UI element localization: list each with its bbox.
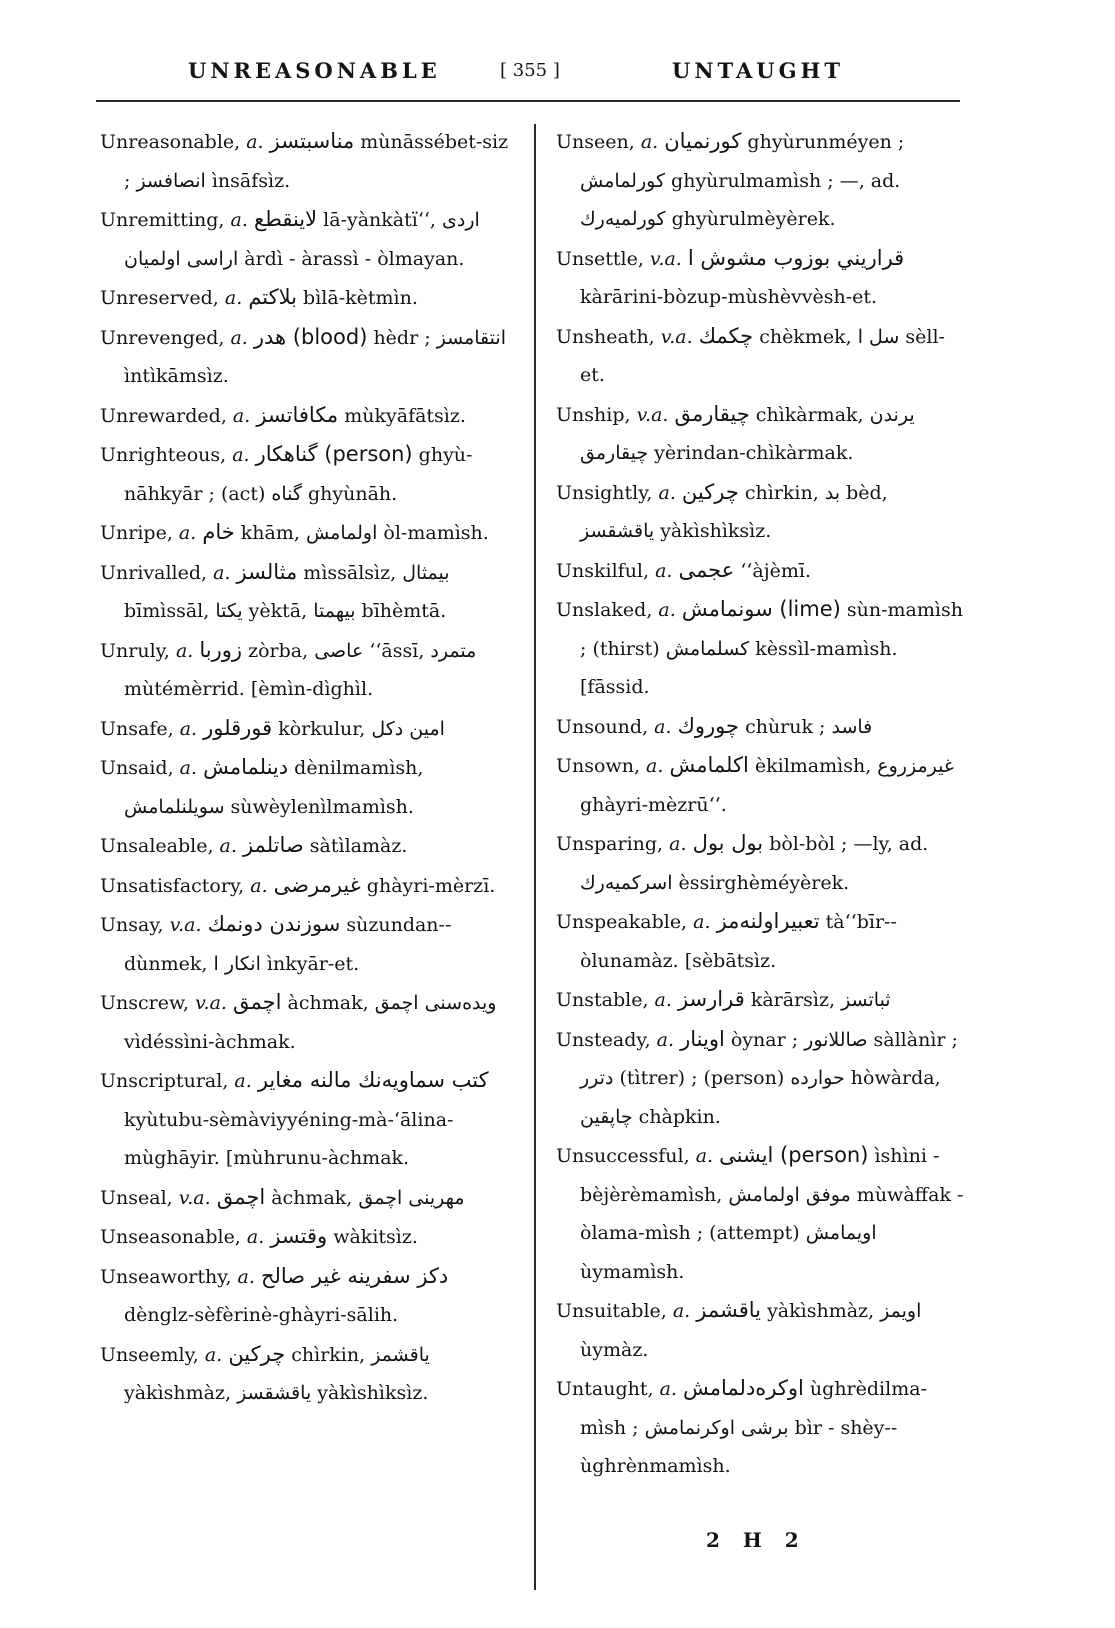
- entry-ottoman-text: مناسبتسز: [269, 129, 355, 153]
- entry-ottoman-text: (person) گناهكار: [255, 442, 413, 466]
- entry-ottoman-text: اچمق: [233, 990, 282, 1014]
- entry-transliteration: yàkìshmàz, اويمز ùymàz.: [580, 1300, 922, 1361]
- entry-headword: Unsay,: [100, 914, 164, 936]
- entry-headword: Unsteady,: [556, 1028, 651, 1051]
- entry-headword: Unrighteous,: [100, 444, 227, 466]
- entry-ottoman-text: قورقلور: [203, 715, 273, 740]
- entry-headword: Unsettle,: [556, 247, 644, 270]
- entry-transliteration: tà‘‘bīr--òlunamàz. [sèbātsìz.: [580, 911, 897, 972]
- entry-grammar-label: a.: [672, 1300, 691, 1322]
- entry-grammar-label: a.: [695, 1145, 714, 1167]
- entry-transliteration: chùruk ; فاسد: [745, 715, 873, 738]
- entry-headword: Unseen,: [556, 131, 635, 153]
- entry-ottoman-text: (blood) هدر: [253, 324, 368, 349]
- entry-headword: Unreserved,: [100, 287, 219, 309]
- dictionary-entry: [100, 905, 516, 983]
- page-header: [96, 54, 960, 94]
- entry-headword: Unsaid,: [100, 757, 174, 779]
- entry-ottoman-text: تعبيراولنەمز: [716, 909, 820, 933]
- printer-signature: 2 H 2: [706, 1528, 807, 1552]
- entry-ottoman-text: مكافاتسز: [256, 402, 339, 427]
- entry-grammar-label: a.: [234, 1070, 252, 1092]
- entry-grammar-label: v.a.: [178, 1186, 211, 1209]
- entry-ottoman-text: چيقارمق: [674, 401, 750, 426]
- dictionary-entry: [100, 1335, 516, 1413]
- entry-ottoman-text: بلاكتم: [248, 285, 297, 309]
- entry-transliteration: òynar ; صاللانور sàllànìr ; دترر (tìtrer) ; (person) حوارده hòwàrda, چاپقين chàpkin.: [580, 1028, 958, 1128]
- entry-grammar-label: a.: [213, 561, 231, 584]
- dictionary-entry: [556, 1136, 964, 1291]
- entry-headword: Unremitting,: [100, 209, 225, 231]
- entry-ottoman-text: بول بول: [692, 831, 764, 855]
- entry-ottoman-text: اوينار: [680, 1026, 725, 1051]
- entry-grammar-label: v.a.: [636, 403, 669, 426]
- entry-grammar-label: a.: [230, 209, 248, 231]
- entry-transliteration: dènilmamìsh, سويلنلمامش sùwèylenìlmamìsh.: [124, 757, 424, 818]
- entry-transliteration: ìshìni - bèjèrèmamìsh, موفق اولمامش mùwàffak - òlama-mìsh ; (attempt) اويمامش ùymamìsh.: [580, 1145, 964, 1283]
- entry-headword: Unsuccessful,: [556, 1145, 690, 1167]
- entry-ottoman-text: لاينقطع: [253, 207, 318, 231]
- entry-headword: Unseemly,: [100, 1343, 199, 1366]
- entry-grammar-label: a.: [224, 287, 243, 309]
- entry-grammar-label: a.: [646, 755, 664, 777]
- entry-headword: Unsatisfactory,: [100, 874, 245, 897]
- entry-headword: Unsuitable,: [556, 1300, 667, 1322]
- dictionary-entry: [556, 590, 964, 707]
- entry-grammar-label: v.a.: [660, 325, 693, 348]
- entry-ottoman-text: دكز سفرينه غير صالح: [260, 1263, 449, 1288]
- entry-grammar-label: a.: [246, 1226, 265, 1248]
- entry-ottoman-text: صاتلمز: [242, 833, 304, 857]
- header-right-guideword: UNTAUGHT: [672, 58, 844, 83]
- entry-headword: Unrevenged,: [100, 326, 225, 349]
- entry-headword: Unsafe,: [100, 717, 174, 740]
- entry-headword: Unseaworthy,: [100, 1265, 232, 1288]
- entry-transliteration: àchmak, مهرينی اچمق: [271, 1186, 465, 1209]
- entry-ottoman-text: اچمق: [216, 1184, 266, 1209]
- entry-transliteration: èkilmamìsh, غيرمزروع ghàyri-mèzrū‘‘.: [580, 755, 954, 816]
- entry-grammar-label: a.: [654, 715, 672, 738]
- dictionary-entry: [100, 122, 516, 200]
- entry-grammar-label: a.: [179, 757, 198, 779]
- entry-headword: Unsheath,: [556, 325, 655, 348]
- dictionary-entry: [556, 239, 964, 317]
- entry-transliteration: kàrārsìz, ثباتسز: [750, 989, 891, 1011]
- entry-headword: Unsparing,: [556, 833, 664, 855]
- entry-headword: Unslaked,: [556, 599, 653, 621]
- entry-transliteration: ùghrèdilma-mìsh ; برشی اوكرنمامش bìr - shèy--ùghrènmamìsh.: [580, 1378, 927, 1477]
- entry-grammar-label: a.: [656, 1028, 675, 1051]
- dictionary-entry: [100, 1061, 516, 1178]
- entry-grammar-label: a.: [659, 1378, 677, 1400]
- entry-headword: Untaught,: [556, 1378, 654, 1400]
- entry-transliteration: wàkitsìz.: [333, 1226, 418, 1248]
- entry-ottoman-text: چركين: [681, 479, 739, 504]
- entry-ottoman-text: كورنميان: [664, 129, 742, 153]
- entry-headword: Unsown,: [556, 755, 640, 777]
- entry-headword: Unripe,: [100, 522, 173, 544]
- entry-transliteration: sùn-mamìsh ; (thirst) كسلمامش kèssìl-mamìsh. [fāssid.: [580, 599, 963, 698]
- entry-grammar-label: a.: [658, 481, 676, 504]
- entry-grammar-label: a.: [250, 874, 268, 897]
- dictionary-entry: [556, 395, 964, 473]
- entry-ottoman-text: اكلمامش: [669, 753, 749, 777]
- entry-ottoman-text: غيرمرضی: [273, 872, 361, 897]
- dictionary-entry: [100, 200, 516, 278]
- dictionary-entry: [100, 631, 516, 709]
- dictionary-entry: [556, 1369, 964, 1486]
- entry-transliteration: kyùtubu-sèmàviyyéning-mà-‘ālina-mùghāyir. [mùhrunu-àchmak.: [124, 1108, 454, 1169]
- dictionary-entry: [556, 746, 964, 824]
- entry-ottoman-text: كتب سماويەنك مالنه مغاير: [257, 1068, 489, 1092]
- entry-ottoman-text: چركين: [228, 1341, 286, 1366]
- entry-headword: Unsaleable,: [100, 835, 214, 857]
- entry-ottoman-text: (lime) سونمامش: [681, 597, 841, 621]
- entry-ottoman-text: زوربا: [199, 637, 243, 662]
- entry-grammar-label: a.: [232, 404, 251, 427]
- entry-ottoman-text: اوكرەدلمامش: [683, 1376, 804, 1400]
- entry-grammar-label: a.: [219, 835, 237, 857]
- entry-headword: Unsound,: [556, 715, 649, 738]
- entry-transliteration: dènglz-sèfèrinè-ghàyri-sālih.: [124, 1304, 399, 1326]
- dictionary-entry: [100, 709, 516, 749]
- entry-headword: Unrewarded,: [100, 404, 227, 427]
- entry-headword: Unspeakable,: [556, 911, 688, 933]
- entry-transliteration: ghyù-nāhkyār ; (act) گناه ghyùnāh.: [124, 444, 473, 505]
- page-number: [ 355 ]: [500, 60, 560, 81]
- entry-transliteration: mùkyāfātsìz.: [344, 404, 466, 427]
- entry-grammar-label: a.: [175, 639, 194, 662]
- entry-transliteration: bìlā-kètmìn.: [303, 287, 418, 309]
- entry-grammar-label: a.: [204, 1343, 223, 1366]
- entry-ottoman-text: قراريني بوزوب مشوش ا: [687, 245, 905, 270]
- entry-ottoman-text: چكمك: [698, 323, 754, 348]
- dictionary-entry: [556, 551, 964, 591]
- entry-transliteration: bòl-bòl ; —ly, ad. اسركميەرك èssirghèméyèrek.: [580, 833, 929, 894]
- entry-transliteration: chìrkin, ياقشمز yàkìshmàz, ياقشقسز yàkìshìksìz.: [124, 1343, 430, 1404]
- entry-transliteration: ‘‘àjèmī.: [740, 559, 811, 582]
- entry-grammar-label: a.: [693, 911, 711, 933]
- dictionary-entry: [100, 748, 516, 826]
- entry-headword: Unreasonable,: [100, 131, 241, 153]
- entry-transliteration: chìkàrmak, يرندن چيقارمق yèrindan-chìkàrmak.: [580, 403, 915, 464]
- dictionary-entry: [556, 902, 964, 980]
- entry-transliteration: chìrkin, بد bèd, ياقشقسز yàkìshìksìz.: [580, 481, 888, 542]
- entry-headword: Unskilful,: [556, 559, 650, 582]
- entry-transliteration: hèdr ; انتقامسز ìntìkāmsìz.: [124, 326, 506, 387]
- entry-headword: Unrivalled,: [100, 561, 208, 584]
- entry-transliteration: khām, اولمامش òl-mamìsh.: [240, 522, 489, 544]
- dictionary-entry: [556, 707, 964, 747]
- entry-grammar-label: v.a.: [649, 247, 682, 270]
- entry-grammar-label: a.: [669, 833, 687, 855]
- entry-grammar-label: a.: [230, 326, 248, 349]
- header-left-guideword: UNREASONABLE: [188, 58, 441, 83]
- entry-headword: Unscriptural,: [100, 1070, 229, 1092]
- entry-ottoman-text: وقتسز: [270, 1224, 328, 1248]
- right-column: [556, 122, 964, 1486]
- entry-grammar-label: v.a.: [195, 992, 227, 1014]
- entry-transliteration: ghàyri-mèrzī.: [366, 874, 496, 897]
- entry-ottoman-text: (person) ايشنی: [719, 1143, 869, 1167]
- entry-transliteration: sàtìlamàz.: [309, 835, 408, 857]
- dictionary-entry: [100, 1217, 516, 1257]
- dictionary-entry: [100, 983, 516, 1061]
- dictionary-entry: [556, 473, 964, 551]
- dictionary-entry: [556, 122, 964, 239]
- entry-transliteration: kàrārini-bòzup-mùshèvvèsh-et.: [580, 286, 878, 308]
- entry-transliteration: mìssālsìz, بيمثال bīmìssāl, يكتا yèktā, بيهمتا bīhèmtā.: [124, 561, 450, 622]
- header-rule: [96, 100, 960, 102]
- entry-transliteration: lā-yànkàtï‘‘, اردی اراسی اولميان àrdì - àrassì - òlmayan.: [124, 209, 480, 270]
- dictionary-entry: [556, 1291, 964, 1369]
- entry-grammar-label: a.: [178, 522, 197, 544]
- dictionary-entry: [556, 317, 964, 395]
- entry-ottoman-text: عجمی: [678, 557, 735, 582]
- entry-ottoman-text: سوزندن دونمك: [207, 912, 341, 936]
- dictionary-entry: [100, 1178, 516, 1218]
- entry-ottoman-text: خام: [202, 520, 235, 544]
- dictionary-entry: [100, 826, 516, 866]
- entry-ottoman-text: قرارسز: [677, 987, 745, 1011]
- entry-transliteration: kòrkulur, امين دكل: [278, 717, 445, 740]
- entry-grammar-label: a.: [654, 989, 672, 1011]
- entry-grammar-label: a.: [232, 444, 250, 466]
- dictionary-entry: [100, 435, 516, 513]
- dictionary-entry: [100, 866, 516, 906]
- entry-transliteration: àchmak, ويدەسنی اچمق vìdéssìni-àchmak.: [124, 992, 497, 1053]
- entry-grammar-label: a.: [655, 559, 673, 582]
- entry-transliteration: zòrba, عاصی ‘‘āssī, متمرد mùtémèrrid. [èmìn-dìghìl.: [124, 639, 477, 700]
- entry-grammar-label: v.a.: [169, 914, 202, 936]
- entry-ottoman-text: دينلمامش: [203, 755, 289, 779]
- entry-headword: Unruly,: [100, 639, 170, 662]
- entry-headword: Unscrew,: [100, 992, 190, 1014]
- entry-ottoman-text: چوروك: [677, 713, 740, 738]
- dictionary-entry: [100, 318, 516, 396]
- entry-grammar-label: a.: [640, 131, 659, 153]
- column-divider: [534, 124, 536, 1590]
- entry-grammar-label: a.: [246, 131, 264, 153]
- dictionary-entry: [556, 1020, 964, 1137]
- entry-transliteration: chèkmek, سل ا sèll-et.: [580, 325, 945, 386]
- entry-transliteration: ghyùrunméyen ; كورلمامش ghyùrulmamìsh ; —, ad. كورلميەرك ghyùrulmèyèrek.: [580, 131, 905, 230]
- entry-headword: Unship,: [556, 403, 631, 426]
- dictionary-entry: [100, 513, 516, 553]
- entry-ottoman-text: ياقشمز: [696, 1298, 762, 1322]
- entry-grammar-label: a.: [658, 599, 676, 621]
- entry-grammar-label: a.: [179, 717, 198, 740]
- entry-grammar-label: a.: [237, 1265, 255, 1288]
- entry-transliteration: sùzundan--dùnmek, انكار ا ìnkyār-et.: [124, 914, 452, 975]
- dictionary-entry: [100, 396, 516, 436]
- dictionary-entry: [556, 824, 964, 902]
- entry-transliteration: mùnāssébet-siz ; انصافسز ìnsāfsìz.: [124, 131, 509, 192]
- dictionary-entry: [556, 980, 964, 1020]
- entry-headword: Unsightly,: [556, 481, 653, 504]
- dictionary-entry: [100, 278, 516, 318]
- entry-ottoman-text: مثالسز: [236, 559, 298, 584]
- entry-headword: Unseal,: [100, 1186, 173, 1209]
- dictionary-entry: [100, 1257, 516, 1335]
- entry-headword: Unstable,: [556, 989, 649, 1011]
- left-column: [100, 122, 516, 1413]
- dictionary-entry: [100, 553, 516, 631]
- entry-headword: Unseasonable,: [100, 1226, 241, 1248]
